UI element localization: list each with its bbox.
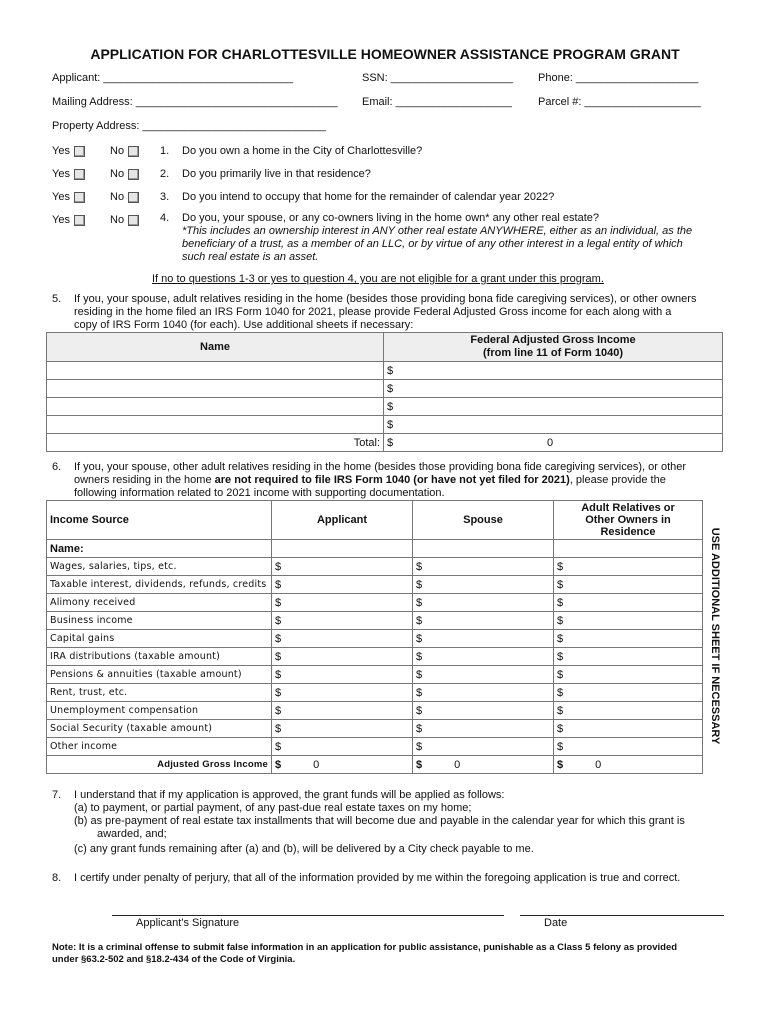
q3-text: Do you intend to occupy that home for the remainder of calendar year 2022?	[182, 191, 555, 203]
table-header-row	[47, 333, 723, 362]
section5-text: copy of IRS Form 1040 (for each). Use additional sheets if necessary:	[74, 319, 414, 331]
date-label: Date	[544, 917, 568, 929]
table-row	[47, 594, 703, 612]
q3-number: 3.	[160, 191, 170, 203]
table-row	[47, 684, 703, 702]
spouse-amount[interactable]: $	[413, 630, 554, 648]
applicant-amount[interactable]: $	[272, 558, 413, 576]
spouse-amount[interactable]: $	[413, 558, 554, 576]
applicant-header: Applicant	[272, 501, 413, 540]
table-row	[47, 416, 723, 434]
other-amount[interactable]: $	[554, 594, 703, 612]
other-amount[interactable]: $	[554, 612, 703, 630]
section8-text: I certify under penalty of perjury, that all of the information provided by me within the foregoing application is true and correct.	[74, 872, 681, 884]
spouse-amount[interactable]: $	[413, 648, 554, 666]
q4-text: Do you, your spouse, or any co-owners living in the home own* any other real estate?	[182, 212, 600, 224]
section7-item-b: awarded, and;	[97, 828, 167, 840]
q4-yes-checkbox[interactable]	[74, 215, 85, 226]
q4-note-line: beneficiary of a trust, as a member of an LLC, or by virtue of any other interest in a legal entity of which	[182, 238, 683, 250]
q2-yes-option[interactable]	[52, 168, 85, 180]
table-row	[47, 576, 703, 594]
spouse-amount[interactable]: $	[413, 720, 554, 738]
q3-yes-checkbox[interactable]	[74, 192, 85, 203]
name-cell[interactable]	[47, 362, 384, 380]
q3-yes-option[interactable]	[52, 191, 85, 203]
q4-no-checkbox[interactable]	[128, 215, 139, 226]
signature-line[interactable]	[112, 915, 504, 916]
yes-label: Yes	[52, 191, 70, 203]
q1-yes-option[interactable]	[52, 145, 85, 157]
name-cell[interactable]	[47, 398, 384, 416]
q4-note-line: such real estate is an asset.	[182, 251, 319, 263]
legal-note: under §63.2-502 and §18.2-434 of the Code of Virginia.	[52, 954, 296, 965]
no-label: No	[110, 145, 125, 157]
spouse-amount[interactable]: $	[413, 576, 554, 594]
total-label: Total:	[47, 434, 384, 452]
applicant-field[interactable]: Applicant: _______________________________	[52, 72, 294, 84]
q3-no-option[interactable]	[110, 191, 139, 203]
other-amount[interactable]: $	[554, 666, 703, 684]
agi-cell[interactable]: $	[384, 380, 723, 398]
spouse-amount[interactable]: $	[413, 666, 554, 684]
table-row	[47, 612, 703, 630]
other-amount[interactable]: $	[554, 684, 703, 702]
section6-number: 6.	[52, 461, 62, 473]
applicant-amount[interactable]: $	[272, 666, 413, 684]
section5-number: 5.	[52, 293, 62, 305]
other-agi-value: 0	[595, 758, 602, 771]
income-source-header: Income Source	[47, 501, 272, 540]
other-amount[interactable]: $	[554, 720, 703, 738]
table-header-row	[47, 501, 703, 540]
spouse-amount[interactable]: $	[413, 738, 554, 756]
additional-sheet-note: USE ADDITIONAL SHEET IF NECESSARY	[709, 527, 721, 745]
q2-text: Do you primarily live in that residence?	[182, 168, 371, 180]
section8-number: 8.	[52, 872, 62, 884]
other-amount[interactable]: $	[554, 648, 703, 666]
spouse-name-cell[interactable]	[413, 540, 554, 558]
income-source-label: Capital gains	[47, 630, 272, 648]
agi-table	[46, 332, 723, 452]
property-address-field[interactable]: Property Address: ______________________________	[52, 120, 327, 132]
section6-text: owners residing in the home are not required to file IRS Form 1040 (or have not yet filed for 2021), please provide the	[74, 474, 666, 486]
date-line[interactable]	[520, 915, 724, 916]
agi-cell[interactable]: $	[384, 416, 723, 434]
ssn-field[interactable]: SSN: ____________________	[362, 72, 514, 84]
q2-no-checkbox[interactable]	[128, 169, 139, 180]
income-source-label: Social Security (taxable amount)	[47, 720, 272, 738]
income-source-label: Unemployment compensation	[47, 702, 272, 720]
table-row	[47, 738, 703, 756]
name-label: Name:	[47, 540, 272, 558]
spouse-amount[interactable]: $	[413, 684, 554, 702]
applicant-amount[interactable]: $	[272, 738, 413, 756]
income-source-label: Taxable interest, dividends, refunds, credits	[47, 576, 272, 594]
section7-text: I understand that if my application is approved, the grant funds will be applied as follows:	[74, 789, 505, 801]
table-row	[47, 648, 703, 666]
q4-no-option[interactable]	[110, 214, 139, 226]
signature-label: Applicant’s Signature	[136, 917, 240, 929]
income-source-label: IRA distributions (taxable amount)	[47, 648, 272, 666]
applicant-amount[interactable]: $	[272, 594, 413, 612]
table-row	[47, 362, 723, 380]
table-row	[47, 702, 703, 720]
table-row	[47, 720, 703, 738]
income-source-label: Rent, trust, etc.	[47, 684, 272, 702]
q1-text: Do you own a home in the City of Charlottesville?	[182, 145, 423, 157]
applicant-amount[interactable]: $	[272, 576, 413, 594]
name-cell[interactable]	[47, 416, 384, 434]
yes-label: Yes	[52, 168, 70, 180]
applicant-amount[interactable]: $	[272, 612, 413, 630]
parcel-field[interactable]: Parcel #: ___________________	[538, 96, 701, 108]
table-row	[47, 630, 703, 648]
other-amount[interactable]: $	[554, 630, 703, 648]
income-source-label: Other income	[47, 738, 272, 756]
table-row	[47, 666, 703, 684]
legal-note: Note: It is a criminal offense to submit false information in an application for public assistance, punishable as a Class 5 felony as provided	[52, 942, 678, 953]
applicant-name-cell[interactable]	[272, 540, 413, 558]
other-amount[interactable]: $	[554, 576, 703, 594]
agi-total-row	[47, 756, 703, 774]
spouse-amount[interactable]: $	[413, 612, 554, 630]
no-label: No	[110, 214, 125, 226]
other-name-cell[interactable]	[554, 540, 703, 558]
spouse-header: Spouse	[413, 501, 554, 540]
agi-cell[interactable]: $	[384, 398, 723, 416]
section7-item-c: (c) any grant funds remaining after (a) and (b), will be delivered by a City check payable to me.	[74, 843, 534, 855]
section7-item-a: (a) to payment, or partial payment, of any past-due real estate taxes on my home;	[74, 802, 472, 814]
spouse-agi-value: 0	[454, 758, 461, 771]
q2-no-option[interactable]	[110, 168, 139, 180]
yes-label: Yes	[52, 145, 70, 157]
table-row	[47, 398, 723, 416]
q4-number: 4.	[160, 212, 170, 224]
total-cell: $ 0	[384, 434, 723, 452]
q4-note-line: *This includes an ownership interest in ANY other real estate ANYWHERE, either as an individual, as the	[182, 225, 693, 237]
ineligibility-notice: If no to questions 1-3 or yes to question 4, you are not eligible for a grant under this program.	[152, 273, 604, 285]
agi-column-header: Federal Adjusted Gross Income (from line 11 of Form 1040)	[384, 333, 723, 362]
spouse-agi: $ 0	[413, 756, 554, 774]
q1-yes-checkbox[interactable]	[74, 146, 85, 157]
q2-yes-checkbox[interactable]	[74, 169, 85, 180]
phone-field[interactable]: Phone: ____________________	[538, 72, 699, 84]
income-source-label: Wages, salaries, tips, etc.	[47, 558, 272, 576]
q3-no-checkbox[interactable]	[128, 192, 139, 203]
section6-text: following information related to 2021 income with supporting documentation.	[74, 487, 445, 499]
agi-label: Adjusted Gross Income	[47, 756, 272, 774]
q1-number: 1.	[160, 145, 170, 157]
income-source-label: Business income	[47, 612, 272, 630]
table-row	[47, 558, 703, 576]
applicant-agi-value: 0	[313, 758, 320, 771]
q2-number: 2.	[160, 168, 170, 180]
agi-cell[interactable]: $	[384, 362, 723, 380]
income-table	[46, 500, 703, 774]
q1-no-option[interactable]	[110, 145, 139, 157]
q4-yes-option[interactable]	[52, 214, 85, 226]
name-column-header: Name	[47, 333, 384, 362]
income-source-label: Alimony received	[47, 594, 272, 612]
mailing-address-field[interactable]: Mailing Address: _________________________________	[52, 96, 338, 108]
no-label: No	[110, 191, 125, 203]
q1-no-checkbox[interactable]	[128, 146, 139, 157]
section7-item-b: (b) as pre-payment of real estate tax installments that will become due and payable in the calendar year for which this grant is	[74, 815, 685, 827]
section5-text: If you, your spouse, adult relatives residing in the home (besides those providing bona fide caregiving services), or other owners	[74, 293, 697, 305]
other-amount[interactable]: $	[554, 702, 703, 720]
form-title: APPLICATION FOR CHARLOTTESVILLE HOMEOWNER ASSISTANCE PROGRAM GRANT	[90, 46, 680, 62]
other-amount[interactable]: $	[554, 738, 703, 756]
applicant-amount[interactable]: $	[272, 720, 413, 738]
applicant-agi: $ 0	[272, 756, 413, 774]
total-value: 0	[547, 436, 554, 449]
table-row	[47, 380, 723, 398]
name-cell[interactable]	[47, 380, 384, 398]
applicant-amount[interactable]: $	[272, 648, 413, 666]
income-source-label: Pensions & annuities (taxable amount)	[47, 666, 272, 684]
applicant-amount[interactable]: $	[272, 630, 413, 648]
no-label: No	[110, 168, 125, 180]
section6-text: If you, your spouse, other adult relatives residing in the home (besides those providing bona fide caregiving services), or other	[74, 461, 687, 473]
spouse-amount[interactable]: $	[413, 594, 554, 612]
section5-text: residing in the home filed an IRS Form 1040 for 2021, please provide Federal Adjusted Gross income for each along with a	[74, 306, 672, 318]
section7-number: 7.	[52, 789, 62, 801]
applicant-amount[interactable]: $	[272, 702, 413, 720]
spouse-amount[interactable]: $	[413, 702, 554, 720]
name-row	[47, 540, 703, 558]
applicant-amount[interactable]: $	[272, 684, 413, 702]
yes-label: Yes	[52, 214, 70, 226]
email-field[interactable]: Email: ___________________	[362, 96, 512, 108]
total-row	[47, 434, 723, 452]
other-owners-header: Adult Relatives or Other Owners in Residence	[554, 501, 703, 540]
other-amount[interactable]: $	[554, 558, 703, 576]
other-agi: $ 0	[554, 756, 703, 774]
